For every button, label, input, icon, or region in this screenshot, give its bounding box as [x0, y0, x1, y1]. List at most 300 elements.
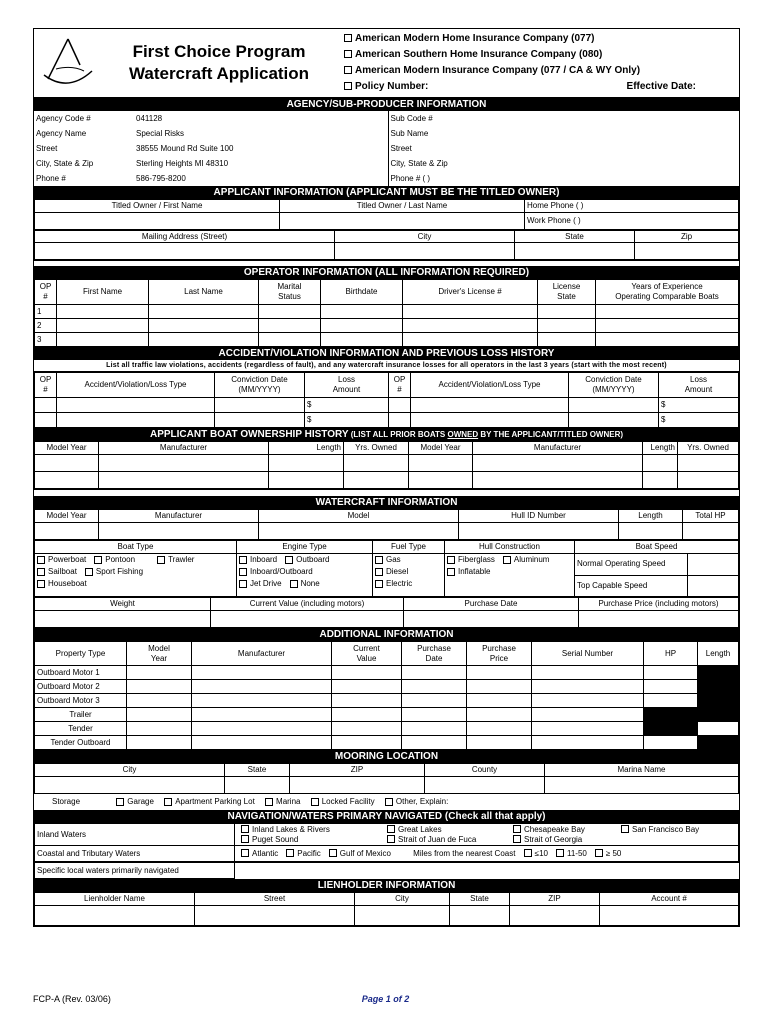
cell[interactable]	[149, 319, 259, 333]
agency-value[interactable]: 041128	[136, 113, 163, 123]
checkbox-icon[interactable]	[556, 849, 564, 857]
cell[interactable]	[57, 305, 149, 319]
zip-field[interactable]	[635, 243, 739, 260]
property-type: Tender Outboard	[35, 736, 127, 750]
zip-header: ZIP	[510, 893, 600, 906]
boat-type-option[interactable]	[37, 554, 86, 566]
checkbox-icon[interactable]	[344, 66, 352, 74]
sub-label[interactable]: Sub Code #	[388, 111, 739, 126]
cell[interactable]	[35, 611, 211, 628]
cell[interactable]	[467, 722, 532, 736]
checkbox-icon[interactable]	[157, 556, 165, 564]
cell[interactable]	[532, 680, 644, 694]
cell[interactable]	[269, 472, 344, 489]
boat-type-option[interactable]	[94, 554, 135, 566]
specific-waters-label: Specific local waters primarily navigated	[35, 863, 235, 879]
checkbox-icon[interactable]	[239, 556, 247, 564]
cell[interactable]	[99, 523, 259, 540]
cell[interactable]	[127, 666, 192, 680]
form-id: FCP-A (Rev. 03/06)	[33, 994, 111, 1004]
purchase-date-header: Purchase Date	[404, 598, 579, 611]
checkbox-icon[interactable]	[387, 835, 395, 843]
checkbox-icon[interactable]	[37, 556, 45, 564]
engine-type-option[interactable]	[290, 578, 320, 590]
checkbox-icon[interactable]	[265, 798, 273, 806]
accident-type-header: Accident/Violation/Loss Type	[57, 373, 215, 398]
option-label: Puget Sound	[252, 834, 299, 844]
loss-amount-field[interactable]: $	[659, 413, 739, 428]
option-label: Apartment Parking Lot	[175, 797, 255, 806]
shaded-cell	[698, 736, 739, 750]
checkbox-icon[interactable]	[375, 556, 383, 564]
cell[interactable]	[57, 333, 149, 347]
watercraft-value-table	[34, 597, 739, 628]
cell[interactable]	[192, 680, 332, 694]
cell[interactable]	[332, 722, 402, 736]
experience-header: Years of Experience Operating Comparable Boats	[596, 280, 739, 305]
cell[interactable]	[344, 455, 409, 472]
ownership-heading-part: BY THE APPLICANT/TITLED OWNER)	[478, 430, 624, 439]
license-state-header: License State	[538, 280, 596, 305]
checkbox-icon[interactable]	[344, 50, 352, 58]
coastal-options	[235, 846, 739, 862]
last-name-field[interactable]	[280, 213, 525, 230]
cell[interactable]	[332, 666, 402, 680]
cell[interactable]	[35, 777, 225, 794]
checkbox-icon[interactable]	[513, 825, 521, 833]
checkbox-icon[interactable]	[385, 798, 393, 806]
checkbox-icon[interactable]	[37, 568, 45, 576]
cell[interactable]	[99, 455, 269, 472]
accident-type-header: Accident/Violation/Loss Type	[411, 373, 569, 398]
cell[interactable]	[403, 305, 538, 319]
company-option-2[interactable]	[344, 47, 736, 63]
checkbox-icon[interactable]	[387, 825, 395, 833]
checkbox-icon[interactable]	[311, 798, 319, 806]
cell[interactable]	[532, 666, 644, 680]
property-type: Tender	[35, 722, 127, 736]
checkbox-icon[interactable]	[94, 556, 102, 564]
engine-type-option[interactable]	[285, 554, 329, 566]
first-name-header: First Name	[57, 280, 149, 305]
sub-label[interactable]: Sub Name	[388, 126, 739, 141]
agency-label: Agency Code #	[36, 113, 91, 123]
cell[interactable]	[411, 413, 569, 428]
checkbox-icon[interactable]	[37, 580, 45, 588]
cell[interactable]	[99, 472, 269, 489]
miles-option[interactable]	[524, 849, 548, 859]
checkbox-icon[interactable]	[344, 34, 352, 42]
loss-amount-field[interactable]: $	[659, 398, 739, 413]
cell[interactable]	[596, 305, 739, 319]
cell[interactable]	[532, 736, 644, 750]
cell[interactable]	[402, 680, 467, 694]
cell[interactable]	[683, 523, 739, 540]
shaded-cell	[698, 680, 739, 694]
engine-type-option[interactable]	[239, 566, 313, 578]
cell[interactable]	[467, 694, 532, 708]
checkbox-icon[interactable]	[116, 798, 124, 806]
cell[interactable]	[644, 736, 698, 750]
cell[interactable]	[57, 413, 215, 428]
fuel-type-option[interactable]	[375, 578, 412, 590]
inland-waters-label: Inland Waters	[35, 824, 235, 846]
inland-option[interactable]	[241, 835, 379, 845]
manufacturer-header: Manufacturer	[99, 510, 259, 523]
cell[interactable]	[192, 736, 332, 750]
hull-option[interactable]	[503, 554, 550, 566]
option-label: Marina	[276, 797, 301, 806]
boat-type-option[interactable]	[157, 554, 194, 566]
inland-option[interactable]	[387, 825, 505, 835]
checkbox-icon[interactable]	[329, 849, 337, 857]
cell[interactable]	[459, 523, 619, 540]
storage-label: Storage	[52, 797, 81, 806]
property-type: Outboard Motor 2	[35, 680, 127, 694]
inland-option[interactable]	[621, 825, 699, 835]
checkbox-icon[interactable]	[375, 568, 383, 576]
cell[interactable]	[409, 472, 473, 489]
cell[interactable]	[35, 398, 57, 413]
cell[interactable]	[35, 472, 99, 489]
shaded-cell	[698, 666, 739, 680]
shaded-cell	[644, 722, 698, 736]
checkbox-icon[interactable]	[447, 568, 455, 576]
city-field[interactable]	[335, 243, 515, 260]
cell[interactable]	[195, 906, 355, 926]
sub-label[interactable]: Street	[388, 141, 739, 156]
cell[interactable]	[35, 413, 57, 428]
hull-option[interactable]	[447, 566, 490, 578]
option-label: Inflatable	[458, 567, 491, 576]
company-label: American Modern Home Insurance Company (077)	[355, 33, 595, 44]
engine-type-option[interactable]	[239, 578, 282, 590]
cell[interactable]	[192, 722, 332, 736]
agency-value[interactable]: Sterling Heights MI 48310	[136, 158, 229, 168]
model-header: Model	[259, 510, 459, 523]
cell[interactable]	[149, 333, 259, 347]
cell[interactable]	[644, 694, 698, 708]
weight-header: Weight	[35, 598, 211, 611]
cell[interactable]	[579, 611, 739, 628]
additional-table	[34, 641, 739, 750]
option-label: Sport Fishing	[95, 567, 144, 576]
cell[interactable]	[425, 777, 545, 794]
cell[interactable]	[678, 455, 739, 472]
cell[interactable]	[127, 694, 192, 708]
coastal-option[interactable]	[241, 849, 278, 859]
state-label: State	[515, 231, 635, 243]
storage-option[interactable]	[116, 794, 154, 810]
cell[interactable]	[402, 722, 467, 736]
option-label: Locked Facility	[321, 797, 375, 806]
op-number: 2	[35, 319, 57, 333]
checkbox-icon[interactable]	[241, 835, 249, 843]
cell[interactable]	[600, 906, 739, 926]
option-label: Fiberglass	[458, 555, 495, 564]
street-field[interactable]	[35, 243, 335, 260]
cell[interactable]	[467, 666, 532, 680]
cell[interactable]	[404, 611, 579, 628]
cell[interactable]	[644, 680, 698, 694]
cell[interactable]	[473, 455, 643, 472]
coastal-option[interactable]	[286, 849, 321, 859]
cell[interactable]	[467, 708, 532, 722]
cell[interactable]	[467, 736, 532, 750]
top-speed-field[interactable]	[687, 575, 738, 596]
sub-label[interactable]: City, State & Zip	[388, 156, 739, 171]
checkbox-icon[interactable]	[503, 556, 511, 564]
cell[interactable]	[215, 398, 305, 413]
option-label: San Francisco Bay	[632, 824, 700, 834]
fuel-type-option[interactable]	[375, 566, 408, 578]
applicant-heading: APPLICANT INFORMATION (APPLICANT MUST BE THE TITLED OWNER)	[34, 186, 739, 199]
normal-speed-field[interactable]	[687, 554, 738, 575]
cell[interactable]	[321, 305, 403, 319]
top-speed-label: Top Capable Speed	[575, 575, 687, 596]
specific-waters-field[interactable]	[235, 863, 740, 879]
cell[interactable]	[35, 455, 99, 472]
cell[interactable]	[57, 398, 215, 413]
lienholder-name-header: Lienholder Name	[35, 893, 195, 906]
checkbox-icon[interactable]	[241, 825, 249, 833]
coastal-option[interactable]	[329, 849, 391, 859]
cell[interactable]	[698, 722, 739, 736]
navigation-table	[34, 823, 739, 862]
shaded-cell	[644, 708, 698, 722]
miles-option[interactable]	[556, 849, 587, 859]
purchase-date-header: Purchase Date	[402, 642, 467, 666]
cell[interactable]	[532, 708, 644, 722]
miles-option[interactable]	[595, 849, 622, 859]
cell[interactable]	[450, 906, 510, 926]
cell[interactable]	[355, 906, 450, 926]
cell[interactable]	[402, 666, 467, 680]
cell[interactable]	[643, 472, 678, 489]
model-year-header: Model Year	[35, 510, 99, 523]
inland-option[interactable]	[513, 825, 613, 835]
work-phone-label[interactable]: Work Phone ( )	[525, 213, 739, 230]
engine-type-option[interactable]	[239, 554, 277, 566]
cell[interactable]	[473, 472, 643, 489]
inland-option[interactable]	[513, 835, 582, 845]
cell[interactable]	[127, 708, 192, 722]
cell[interactable]	[402, 736, 467, 750]
checkbox-icon[interactable]	[286, 849, 294, 857]
loss-amount-field[interactable]: $	[305, 398, 389, 413]
op-number: 3	[35, 333, 57, 347]
hull-id-header: Hull ID Number	[459, 510, 619, 523]
checkbox-icon[interactable]	[375, 580, 383, 588]
cell[interactable]	[332, 708, 402, 722]
boat-type-header: Boat Type	[35, 541, 237, 554]
first-name-field[interactable]	[35, 213, 280, 230]
checkbox-icon[interactable]	[85, 568, 93, 576]
storage-option[interactable]	[164, 794, 255, 810]
birthdate-header: Birthdate	[321, 280, 403, 305]
cell[interactable]	[596, 333, 739, 347]
loss-amount-header: Loss Amount	[659, 373, 739, 398]
state-field[interactable]	[515, 243, 635, 260]
checkbox-icon[interactable]	[595, 849, 603, 857]
cell[interactable]	[192, 708, 332, 722]
boat-type-options	[35, 554, 237, 597]
cell[interactable]	[643, 455, 678, 472]
inland-option[interactable]	[241, 825, 379, 835]
street-header: Street	[195, 893, 355, 906]
cell[interactable]	[259, 305, 321, 319]
checkbox-icon[interactable]	[239, 580, 247, 588]
ownership-heading-main: APPLICANT BOAT OWNERSHIP HISTORY	[149, 429, 349, 440]
last-name-label: Titled Owner / Last Name	[280, 200, 525, 213]
cell[interactable]	[596, 319, 739, 333]
cell[interactable]	[532, 694, 644, 708]
cell[interactable]	[402, 708, 467, 722]
boat-type-option[interactable]	[37, 566, 77, 578]
cell[interactable]	[321, 319, 403, 333]
checkbox-icon[interactable]	[241, 849, 249, 857]
cell[interactable]	[532, 722, 644, 736]
cell[interactable]	[403, 333, 538, 347]
title-line-2: Watercraft Application	[128, 64, 310, 83]
checkbox-icon[interactable]	[164, 798, 172, 806]
cell[interactable]	[332, 680, 402, 694]
inland-option[interactable]	[387, 835, 505, 845]
checkbox-icon[interactable]	[290, 580, 298, 588]
boat-type-option[interactable]	[85, 566, 143, 578]
cell[interactable]	[192, 666, 332, 680]
fuel-type-option[interactable]	[375, 554, 401, 566]
cell[interactable]	[538, 333, 596, 347]
manufacturer-header: Manufacturer	[99, 442, 269, 455]
cell[interactable]	[569, 398, 659, 413]
cell[interactable]	[538, 319, 596, 333]
manufacturer-header: Manufacturer	[192, 642, 332, 666]
city-header: City	[355, 893, 450, 906]
option-label: None	[300, 579, 320, 588]
city-label: City	[335, 231, 515, 243]
coastal-waters-label: Coastal and Tributary Waters	[35, 846, 235, 862]
cell[interactable]	[321, 333, 403, 347]
agency-table	[34, 111, 739, 186]
checkbox-icon[interactable]	[344, 82, 352, 90]
page-number: Page 1 of 2	[361, 994, 410, 1004]
checkbox-icon[interactable]	[524, 849, 532, 857]
company-option-3[interactable]	[344, 63, 736, 79]
cell[interactable]	[192, 694, 332, 708]
cell[interactable]	[35, 906, 195, 926]
length-header: Length	[619, 510, 683, 523]
agency-value[interactable]: 38555 Mound Rd Suite 100	[136, 143, 234, 153]
cell[interactable]	[149, 305, 259, 319]
accident-heading: ACCIDENT/VIOLATION INFORMATION AND PREVIOUS LOSS HISTORY	[34, 347, 739, 360]
checkbox-icon[interactable]	[285, 556, 293, 564]
cell[interactable]	[225, 777, 290, 794]
cell[interactable]	[290, 777, 425, 794]
storage-option[interactable]	[265, 794, 300, 810]
cell[interactable]	[678, 472, 739, 489]
title-line-1: First Choice Program	[132, 42, 306, 61]
cell[interactable]	[269, 455, 344, 472]
cell[interactable]	[211, 611, 404, 628]
cell[interactable]	[332, 736, 402, 750]
agency-value[interactable]: Special Risks	[136, 128, 185, 138]
agency-value[interactable]: 586-795-8200	[136, 173, 186, 183]
model-year-header: Model Year	[409, 442, 473, 455]
cell[interactable]	[510, 906, 600, 926]
cell[interactable]	[215, 413, 305, 428]
option-label: Inland Lakes & Rivers	[252, 824, 330, 834]
account-number-header: Account #	[600, 893, 739, 906]
cell[interactable]	[344, 472, 409, 489]
home-phone-label: Home Phone ( )	[525, 200, 739, 213]
boat-type-option[interactable]	[37, 578, 87, 590]
option-label: Great Lakes	[398, 824, 442, 834]
cell[interactable]	[259, 333, 321, 347]
cell[interactable]	[619, 523, 683, 540]
storage-option[interactable]	[311, 794, 375, 810]
cell[interactable]	[402, 694, 467, 708]
ownership-table	[34, 441, 739, 489]
cell[interactable]	[332, 694, 402, 708]
checkbox-icon[interactable]	[513, 835, 521, 843]
hull-option[interactable]	[447, 554, 495, 566]
normal-speed-label: Normal Operating Speed	[575, 554, 687, 575]
hp-header: HP	[644, 642, 698, 666]
cell[interactable]	[538, 305, 596, 319]
cell[interactable]	[127, 680, 192, 694]
last-name-header: Last Name	[149, 280, 259, 305]
storage-option[interactable]	[385, 794, 448, 810]
cell[interactable]	[409, 455, 473, 472]
accident-table	[34, 372, 739, 428]
cell[interactable]	[644, 666, 698, 680]
mooring-heading: MOORING LOCATION	[34, 750, 739, 763]
cell[interactable]	[259, 523, 459, 540]
cell[interactable]	[467, 680, 532, 694]
op-number: 1	[35, 305, 57, 319]
sub-label[interactable]: Phone # ( )	[388, 171, 739, 186]
model-year-header: Model Year	[127, 642, 192, 666]
checkbox-icon[interactable]	[239, 568, 247, 576]
cell[interactable]	[127, 736, 192, 750]
company-option-1[interactable]	[344, 31, 736, 47]
cell[interactable]	[403, 319, 538, 333]
mooring-table	[34, 763, 739, 794]
cell[interactable]	[389, 413, 411, 428]
option-label: Aluminum	[513, 555, 550, 564]
cell[interactable]	[57, 319, 149, 333]
county-header: County	[425, 764, 545, 777]
option-label: Outboard	[296, 555, 330, 564]
boat-speed-cell	[575, 554, 739, 597]
serial-number-header: Serial Number	[532, 642, 644, 666]
cell[interactable]	[127, 722, 192, 736]
fuel-type-header: Fuel Type	[373, 541, 445, 554]
checkbox-icon[interactable]	[621, 825, 629, 833]
cell[interactable]	[259, 319, 321, 333]
cell[interactable]	[545, 777, 739, 794]
cell[interactable]	[569, 413, 659, 428]
cell[interactable]	[389, 398, 411, 413]
state-header: State	[450, 893, 510, 906]
option-label: Electric	[386, 579, 413, 588]
cell[interactable]	[411, 398, 569, 413]
company-logo-icon	[40, 35, 96, 89]
checkbox-icon[interactable]	[447, 556, 455, 564]
loss-amount-field[interactable]: $	[305, 413, 389, 428]
cell[interactable]	[35, 523, 99, 540]
